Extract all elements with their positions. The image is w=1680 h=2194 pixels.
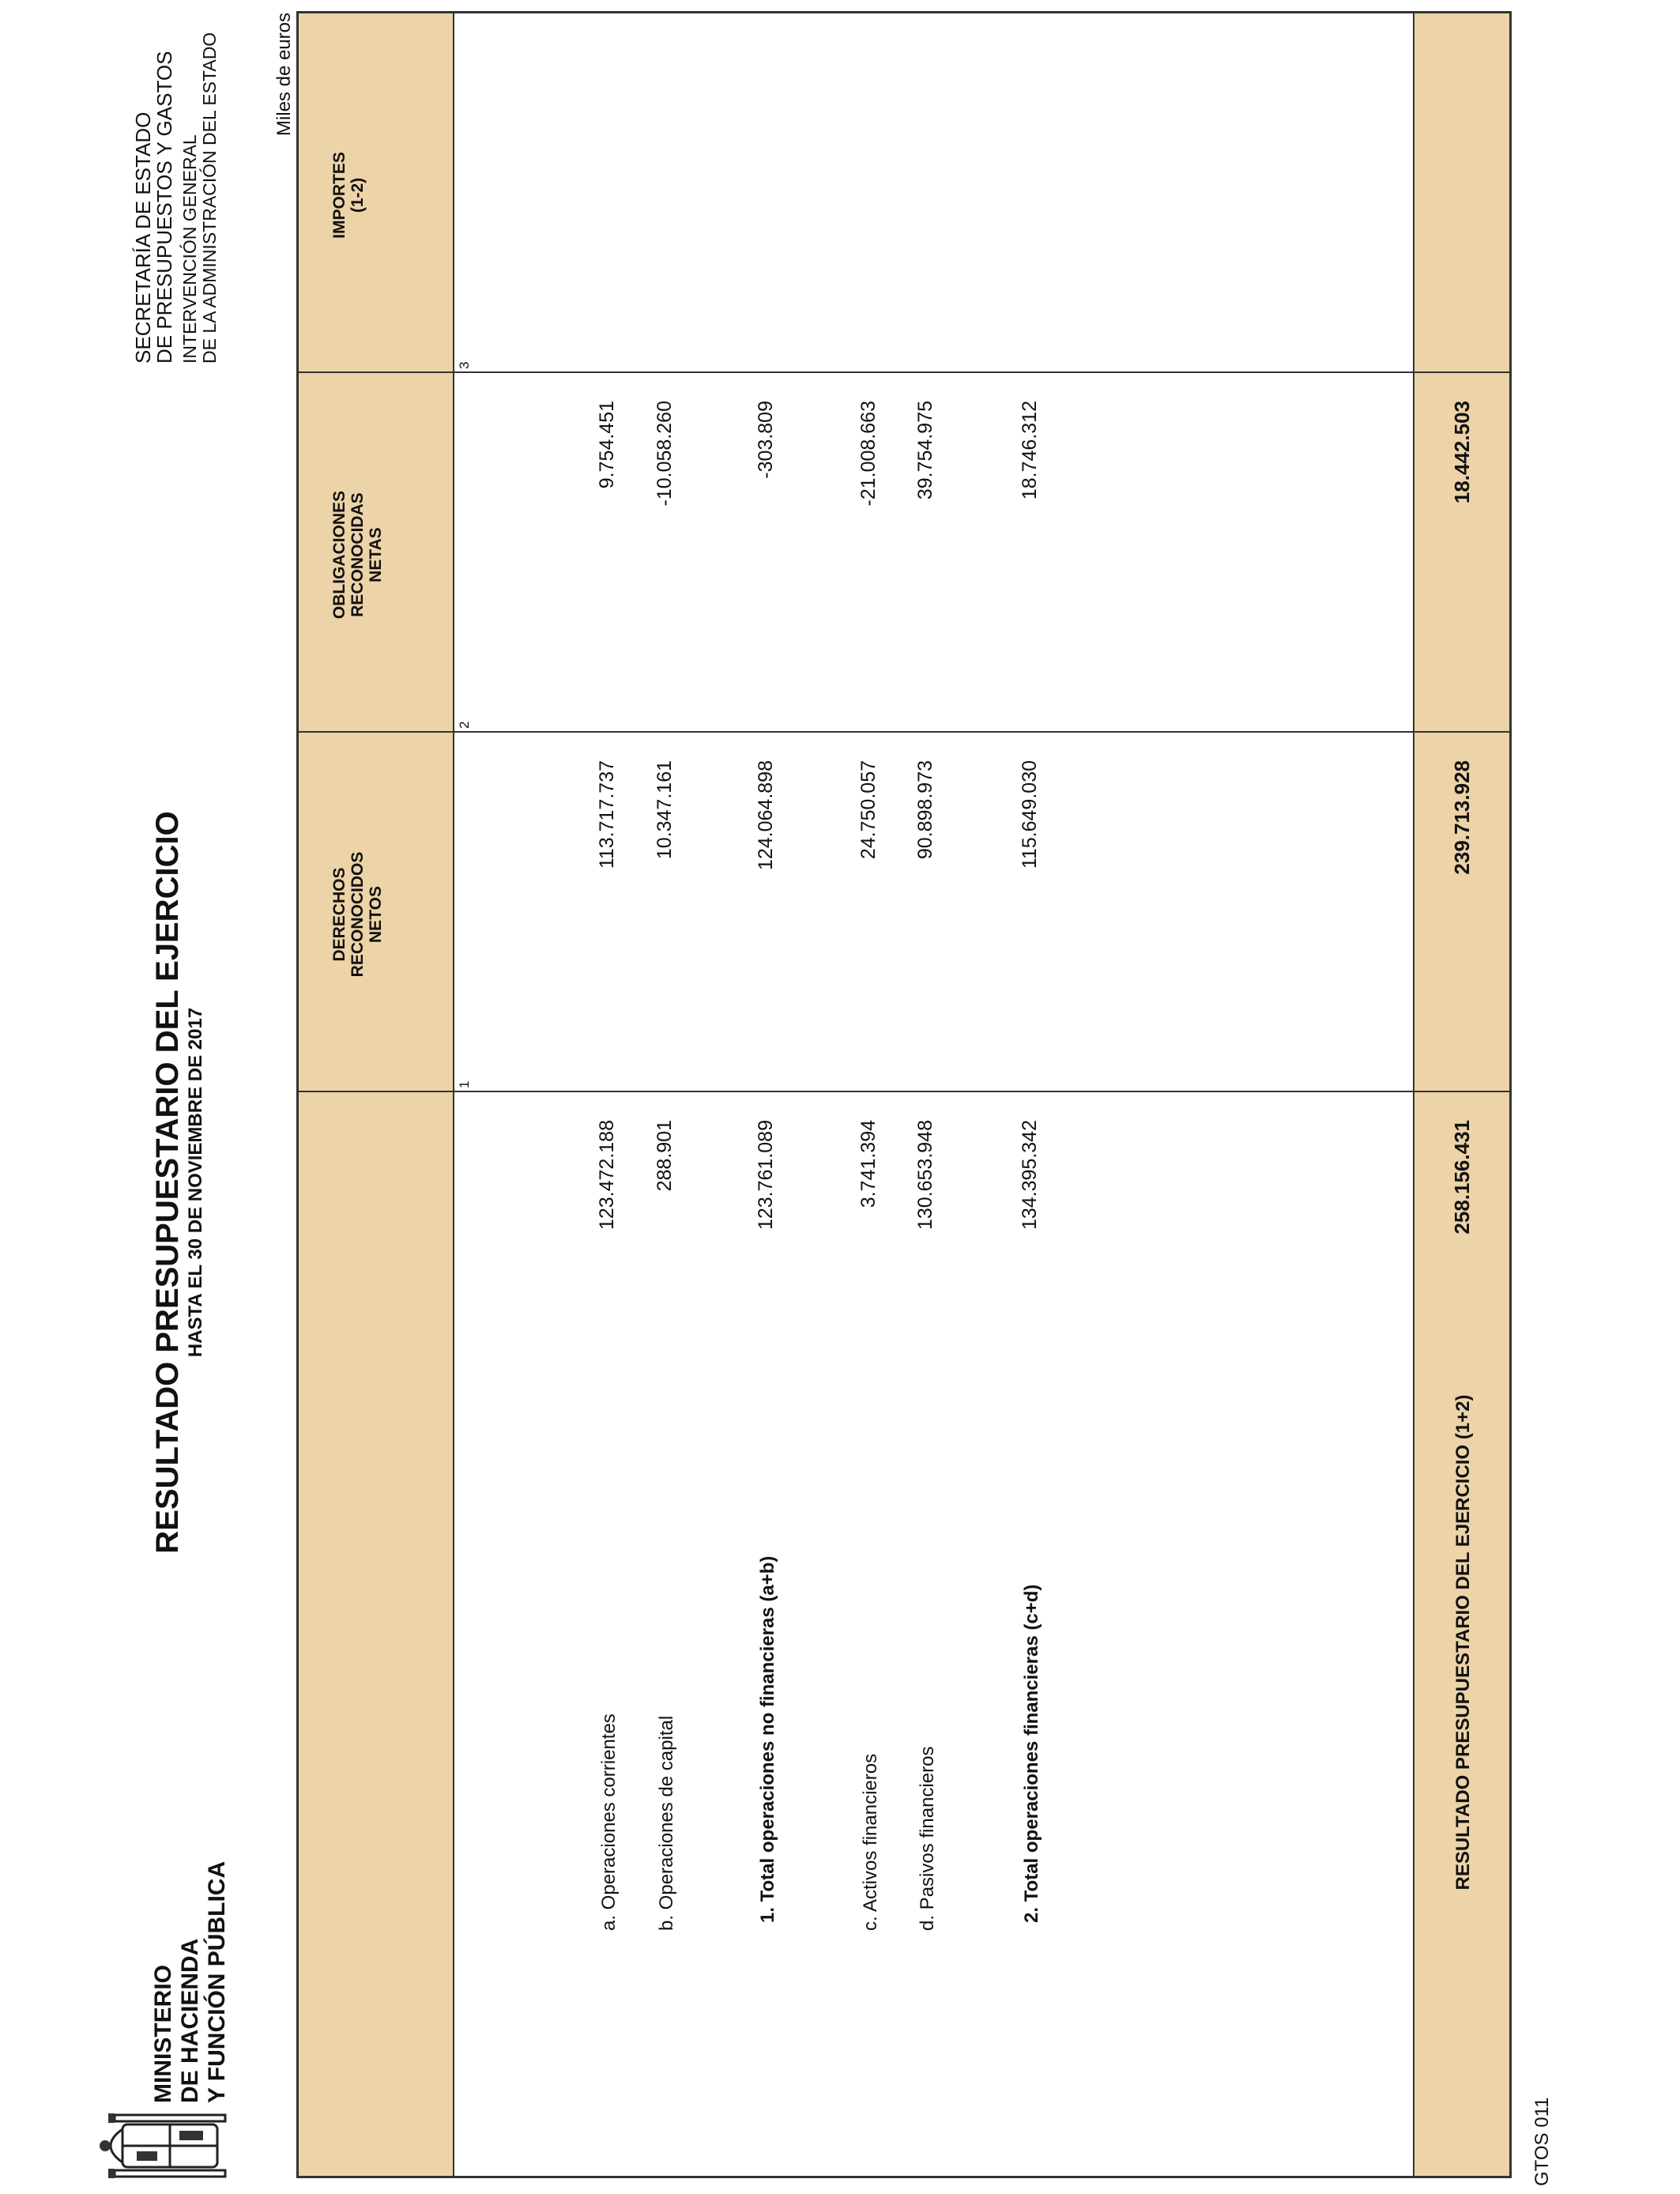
cell-obligaciones: 115.649.030 [1019,760,1041,869]
budget-result-table [296,11,1512,2178]
cell-importes: 39.754.975 [914,401,936,500]
cell-derechos: 134.395.342 [1019,1120,1041,1231]
total-importes: 18.442.503 [1450,401,1474,504]
coat-of-arms-icon [91,2113,249,2178]
page-subtitle: HASTA EL 30 DE NOVIEMBRE DE 2017 [185,1007,206,1358]
column-header-obligaciones [330,377,385,733]
row-label-total-financieras: 2. Total operaciones financieras (c+d) [1021,1584,1042,1923]
cell-derechos: 3.741.394 [857,1120,880,1208]
column-header-line: NETAS [367,527,385,582]
total-derechos: 258.156.431 [1450,1120,1474,1235]
column-header-line: RECONOCIDAS [348,492,367,617]
column-header-importes [330,17,367,373]
secretaria-block [133,51,175,364]
cell-derechos: 123.761.089 [755,1120,777,1231]
row-label-pasivos-financieros: d. Pasivos financieros [917,1746,938,1931]
row-label-operaciones-corrientes: a. Operaciones corrientes [598,1713,620,1931]
cell-importes: -21.008.663 [857,401,880,507]
intervencion-block [180,32,220,364]
column-header-line: IMPORTES [330,152,348,239]
cell-derechos: 130.653.948 [914,1120,936,1231]
column-header-line: RECONOCIDOS [348,851,367,978]
column-header-line: (1-2) [348,177,367,213]
column-divider [299,371,1509,373]
cell-importes: -303.809 [755,401,777,479]
total-row-label: RESULTADO PRESUPUESTARIO DEL EJERCICIO (1+2) [1452,1394,1474,1891]
units-label: Miles de euros [273,13,295,137]
page-title: RESULTADO PRESUPUESTARIO DEL EJERCICIO [150,811,185,1554]
cell-importes: -10.058.260 [654,401,676,507]
column-number: 2 [457,721,472,729]
secretaria-line: DE PRESUPUESTOS Y GASTOS [153,51,176,364]
total-obligaciones: 239.713.928 [1450,760,1474,875]
column-header-line: NETOS [367,886,385,943]
cell-obligaciones: 113.717.737 [596,760,618,869]
row-label-activos-financieros: c. Activos financieros [860,1753,881,1931]
form-code: GTOS 011 [1531,2097,1553,2186]
row-label-total-no-financieras: 1. Total operaciones no financieras (a+b) [757,1555,778,1923]
cell-importes: 9.754.451 [596,401,618,489]
intervencion-line: INTERVENCIÓN GENERAL [179,134,200,364]
ministry-line: DE HACIENDA [177,1938,203,2103]
cell-derechos: 288.901 [654,1120,676,1192]
ministry-line: Y FUNCIÓN PÚBLICA [204,1860,230,2103]
column-header-derechos [330,737,385,1092]
cell-obligaciones: 10.347.161 [654,760,676,860]
ministry-name [150,1861,231,2103]
table-header [299,13,454,2176]
intervencion-line: DE LA ADMINISTRACIÓN DEL ESTADO [199,32,220,364]
column-header-line: DERECHOS [330,867,348,962]
cell-obligaciones: 90.898.973 [914,760,936,860]
column-number: 3 [457,361,472,369]
cell-obligaciones: 24.750.057 [857,760,880,860]
ministry-line: MINISTERIO [150,1964,176,2103]
column-number: 1 [457,1080,472,1088]
row-label-operaciones-capital: b. Operaciones de capital [656,1715,677,1931]
cell-derechos: 123.472.188 [596,1120,618,1231]
cell-importes: 18.746.312 [1019,401,1041,500]
column-divider [299,1091,1509,1092]
column-header-line: OBLIGACIONES [330,490,348,620]
column-divider [299,731,1509,733]
cell-obligaciones: 124.064.898 [755,760,777,871]
secretaria-line: SECRETARÍA DE ESTADO [131,111,155,364]
